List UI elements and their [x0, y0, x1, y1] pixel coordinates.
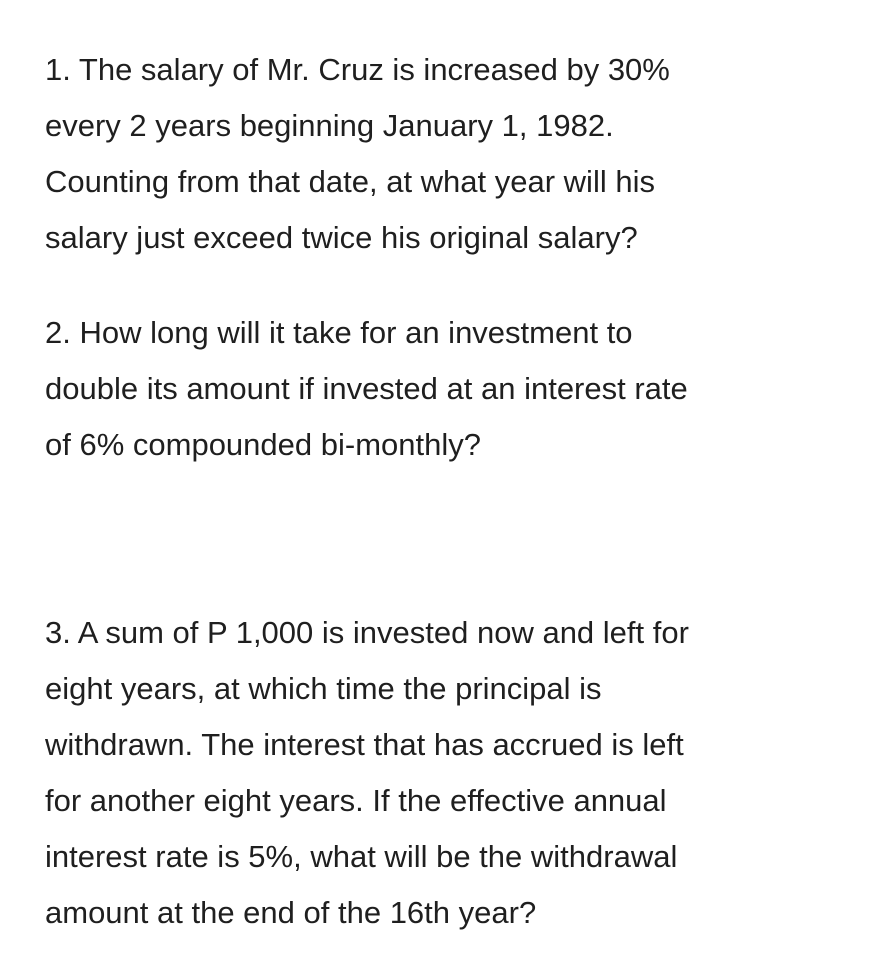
question-2-line-2: double its amount if invested at an interest rate — [45, 371, 688, 406]
question-3-line-2: eight years, at which time the principal is — [45, 671, 602, 706]
question-3-line-5: interest rate is 5%, what will be the withdrawal — [45, 839, 678, 874]
question-1-line-3: Counting from that date, at what year will his — [45, 164, 655, 199]
question-1-line-4: salary just exceed twice his original salary? — [45, 220, 638, 255]
question-2-line-1: 2. How long will it take for an investment to — [45, 315, 633, 350]
question-1-line-2: every 2 years beginning January 1, 1982. — [45, 108, 614, 143]
question-3-line-4: for another eight years. If the effective annual — [45, 783, 667, 818]
question-3-line-1: 3. A sum of P 1,000 is invested now and left for — [45, 615, 689, 650]
question-3-line-6: amount at the end of the 16th year? — [45, 895, 537, 930]
question-3-line-3: withdrawn. The interest that has accrued is left — [45, 727, 684, 762]
question-2-line-3: of 6% compounded bi-monthly? — [45, 427, 481, 462]
question-1-line-1: 1. The salary of Mr. Cruz is increased by 30% — [45, 52, 670, 87]
